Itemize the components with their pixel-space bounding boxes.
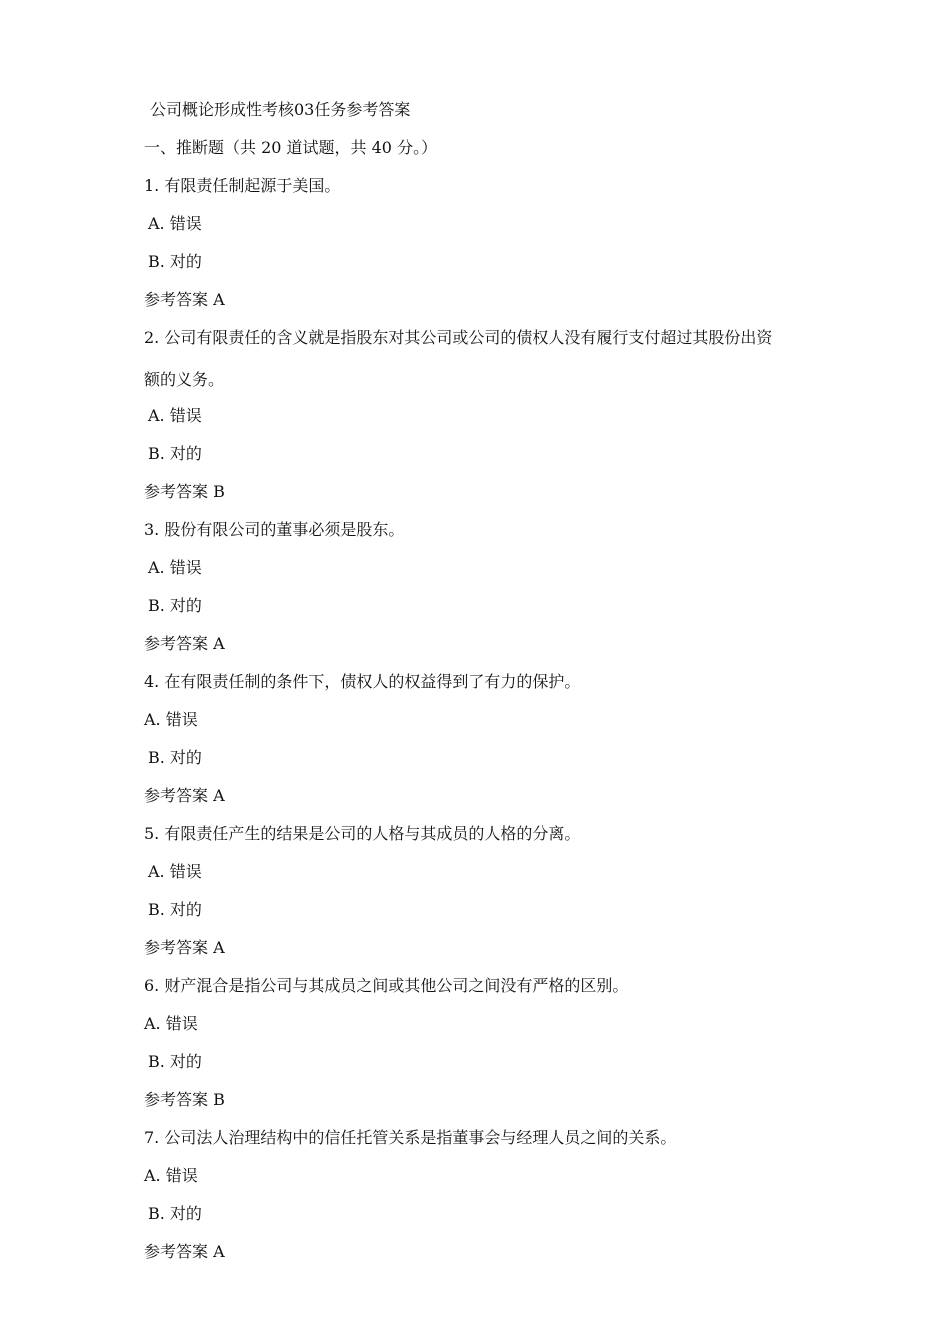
question-7-answer: 参考答案 A [144, 1242, 225, 1261]
question-1: 1. 有限责任制起源于美国。 [144, 176, 341, 195]
question-2-option-b: B. 对的 [148, 444, 202, 463]
question-1-answer: 参考答案 A [144, 290, 225, 309]
question-6: 6. 财产混合是指公司与其成员之间或其他公司之间没有严格的区别。 [144, 976, 629, 995]
question-5-answer: 参考答案 A [144, 938, 225, 957]
question-4-option-b: B. 对的 [148, 748, 202, 767]
question-1-option-b: B. 对的 [148, 252, 202, 271]
question-4-option-a: A. 错误 [144, 710, 198, 729]
question-5-option-b: B. 对的 [148, 900, 202, 919]
question-2-line-2: 额的义务。 [144, 370, 225, 389]
question-4-answer: 参考答案 A [144, 786, 225, 805]
question-6-answer: 参考答案 B [144, 1090, 225, 1109]
question-3-option-b: B. 对的 [148, 596, 202, 615]
question-3-option-a: A. 错误 [148, 558, 202, 577]
question-2-line-1: 2. 公司有限责任的含义就是指股东对其公司或公司的债权人没有履行支付超过其股份出资 [144, 328, 773, 347]
question-7: 7. 公司法人治理结构中的信任托管关系是指董事会与经理人员之间的关系。 [144, 1128, 677, 1147]
question-5: 5. 有限责任产生的结果是公司的人格与其成员的人格的分离。 [144, 824, 581, 843]
question-3-answer: 参考答案 A [144, 634, 225, 653]
question-7-option-a: A. 错误 [144, 1166, 198, 1185]
question-2-answer: 参考答案 B [144, 482, 225, 501]
question-2-option-a: A. 错误 [148, 406, 202, 425]
question-1-option-a: A. 错误 [148, 214, 202, 233]
question-4: 4. 在有限责任制的条件下，债权人的权益得到了有力的保护。 [144, 672, 581, 691]
question-6-option-b: B. 对的 [148, 1052, 202, 1071]
document-title: 公司概论形成性考核03任务参考答案 [150, 100, 411, 119]
question-5-option-a: A. 错误 [148, 862, 202, 881]
question-7-option-b: B. 对的 [148, 1204, 202, 1223]
section-heading: 一、推断题（共 20 道试题，共 40 分。） [144, 138, 438, 157]
question-6-option-a: A. 错误 [144, 1014, 198, 1033]
question-3: 3. 股份有限公司的董事必须是股东。 [144, 520, 405, 539]
